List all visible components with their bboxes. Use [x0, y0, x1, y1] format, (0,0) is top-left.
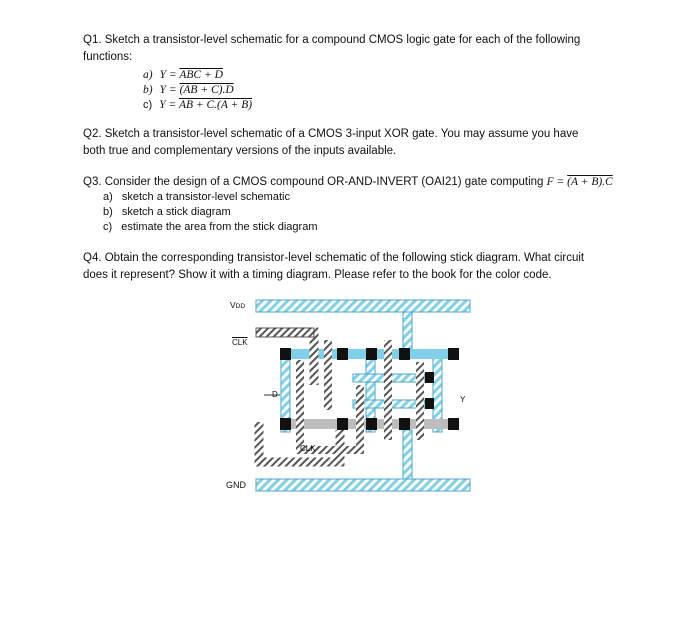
vdd-label: [230, 300, 245, 310]
q2-text: Q2. Sketch a transistor-level schematic of a CMOS 3-input XOR gate. You may assume you have both true and complementary versions of the inputs available.: [83, 128, 579, 157]
q3-formula-expr: (A + B).C: [567, 176, 613, 188]
q3-formula-lhs: F =: [546, 176, 568, 188]
vdd-label-sub: DD: [235, 303, 246, 310]
q1-item-b-lhs: Y =: [159, 84, 180, 96]
q3-item-b-text: sketch a stick diagram: [121, 206, 231, 218]
q3-item-b-label: b): [103, 206, 113, 218]
q3-body: Q3. Consider the design of a CMOS compound OR-AND-INVERT (OAI21) gate computing: [83, 176, 547, 188]
gnd-label: GND: [226, 480, 246, 490]
q1-item-a-expr: ABC + D: [179, 69, 223, 81]
stick-diagram: [220, 290, 480, 500]
q1-text: Q1. Sketch a transistor-level schematic for a compound CMOS logic gate for each of the following functions:: [83, 34, 581, 63]
q1-item-c-lhs: Y =: [159, 99, 179, 111]
q3-text: [83, 174, 623, 191]
q1-item-c-label: c): [143, 99, 153, 111]
q3-item-a-text: sketch a transistor-level schematic: [121, 191, 290, 203]
vdd-label-main: V: [230, 300, 236, 310]
q1-item-c: [143, 98, 252, 113]
q3-item-b: [103, 205, 231, 220]
q3-item-c-label: c): [103, 221, 113, 233]
q1-item-a-label: a): [143, 69, 153, 81]
q4-text: Q4. Obtain the corresponding transistor-level schematic of the following stick diagram. What circuit does it represent? Show it with a timing diagram. Please refer to the book for the color code.: [83, 252, 585, 281]
vdd-rail: [256, 300, 470, 312]
q1-item-a: [143, 68, 223, 83]
clk-label: CLK: [300, 444, 316, 453]
q3-item-c: [103, 220, 317, 235]
q1-item-b-label: b): [143, 84, 153, 96]
metal-strap-vdd: [403, 312, 412, 352]
q1-item-b-expr: (AB + C).D: [179, 84, 234, 96]
metal-strap-gnd: [403, 430, 412, 479]
q1-item-a-lhs: Y =: [159, 69, 180, 81]
y-label: Y: [460, 395, 466, 404]
d-label: D: [272, 390, 278, 399]
q1-item-b: [143, 83, 234, 98]
q3-item-a: [103, 190, 290, 205]
gnd-rail: [256, 479, 470, 491]
q3-item-c-text: estimate the area from the stick diagram: [121, 221, 318, 233]
q3-item-a-label: a): [103, 191, 113, 203]
stick-diagram-svg: [220, 290, 480, 500]
clk-bar-label: $\overline{CLK}$: [232, 338, 248, 347]
q1-item-c-expr: AB + C.(A + B): [178, 99, 253, 111]
